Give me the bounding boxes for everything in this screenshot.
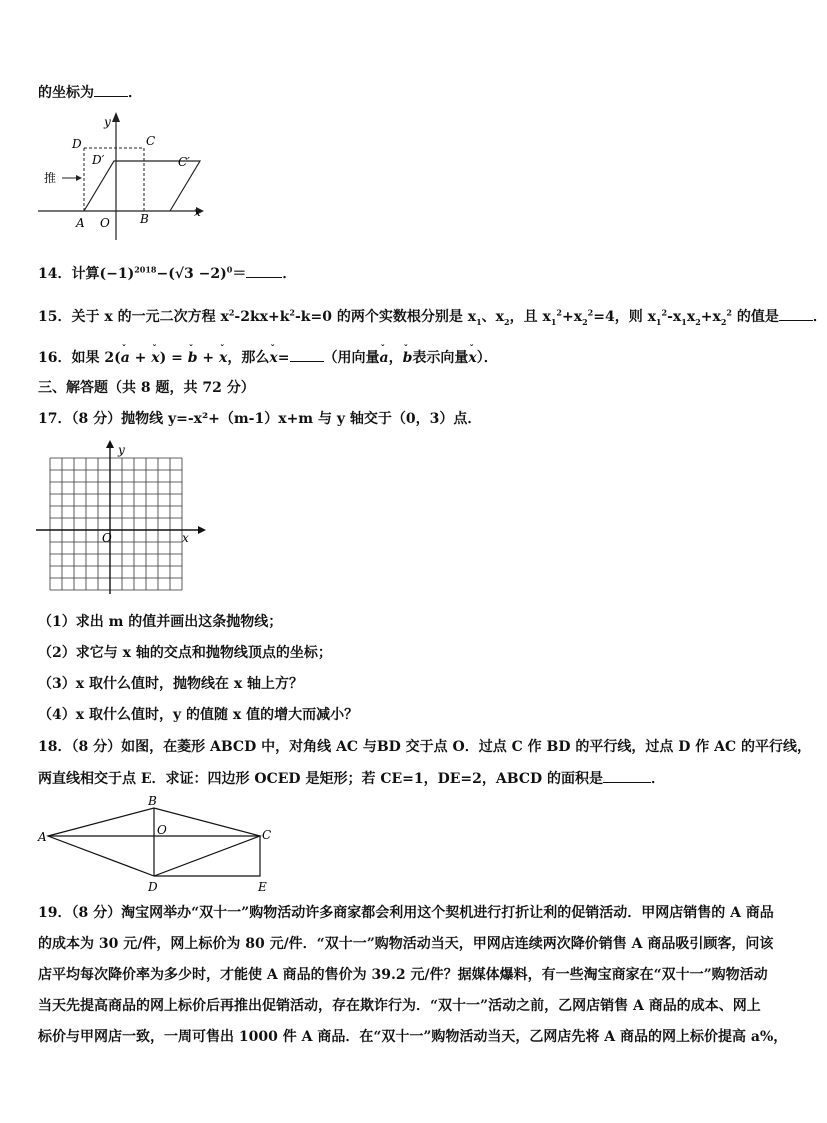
- question-19-line-5: 标价与甲网店一致，一周可售出 1000 件 A 商品．在“双十一”购物活动当天，乙网店先将 A 商品的网上标价提高 a%，: [38, 1029, 788, 1045]
- question-19-line-3: 店平均每次降价率为多少时，才能使 A 商品的售价为 39.2 元/件？据媒体爆料，有一些淘宝商家在“双十一”购物活动: [38, 967, 768, 983]
- fig13-label-O: O: [100, 216, 110, 230]
- q16-paren-a: （用向量: [323, 350, 380, 366]
- sub: 1: [655, 316, 662, 327]
- answer-blank[interactable]: [94, 82, 128, 97]
- question-18-line-2: [38, 768, 665, 789]
- q15-b: -2kx+k: [234, 309, 290, 325]
- q15-h: -x: [667, 309, 682, 325]
- q15-a: 15．关于 x 的一元二次方程 x: [38, 309, 229, 325]
- q18-line2-text: 两直线相交于点 E．求证：四边形 OCED 是矩形；若 CE=1，DE=2，ABCD 的面积是: [38, 771, 603, 787]
- fig18-label-B: B: [148, 794, 157, 808]
- sup: 2: [556, 307, 562, 318]
- q16-close: ) =: [159, 350, 188, 366]
- sup: 2: [726, 307, 732, 318]
- question-17-part-4: （4）x 取什么值时，y 的值随 x 值的增大而减小？: [38, 707, 359, 723]
- q13-end: ．: [128, 85, 142, 101]
- fig13-label-Dp: D′: [92, 153, 105, 167]
- grid-lines: [50, 458, 182, 590]
- q15-j: +x: [700, 309, 721, 325]
- section-3-heading: 三、解答题（共 8 题，共 72 分）: [38, 380, 255, 396]
- q15-e: ，且 x: [509, 309, 551, 325]
- q15-d: 、x: [481, 309, 505, 325]
- q14-prefix: 14．计算: [38, 266, 100, 282]
- fig13-label-x: x: [194, 205, 201, 219]
- sub: 1: [681, 316, 687, 327]
- q16-plus2: +: [197, 350, 220, 366]
- question-17-part-2: （2）求它与 x 轴的交点和抛物线顶点的坐标；: [38, 645, 332, 661]
- fig17-label-x: x: [182, 531, 189, 545]
- sub: 2: [695, 316, 701, 327]
- sup: 2: [289, 307, 295, 318]
- q15-f: +x: [561, 309, 583, 325]
- question-15: [38, 306, 827, 327]
- answer-blank[interactable]: [603, 768, 651, 783]
- answer-blank[interactable]: [290, 347, 324, 362]
- vector-b2: ˇ b: [403, 348, 413, 368]
- q18-end: ．: [651, 771, 665, 787]
- q16-paren-end: ）．: [476, 350, 498, 366]
- q14-exp: 2018: [134, 264, 157, 275]
- q14-expr: (−1): [99, 266, 135, 282]
- fig18-label-D: D: [148, 880, 158, 894]
- figure-13-parallelogram: [36, 108, 206, 244]
- fig13-label-Cp: C′: [178, 155, 190, 169]
- fig17-label-y: y: [118, 443, 125, 457]
- vector-a: ˇ a: [121, 348, 130, 368]
- q16-eq: =: [277, 350, 290, 366]
- sup: 2: [661, 307, 668, 318]
- q16-rest: ，那么: [227, 350, 270, 366]
- fig13-label-D: D: [72, 137, 82, 151]
- q14-end: ．: [282, 266, 297, 282]
- sub: 2: [504, 316, 510, 327]
- fig18-label-E: E: [258, 880, 267, 894]
- q16-plus: +: [129, 350, 152, 366]
- question-16: [38, 347, 498, 368]
- sub: 2: [720, 316, 727, 327]
- question-17-part-1: （1）求出 m 的值并画出这条抛物线；: [38, 614, 283, 630]
- q15-k: 的值是: [732, 309, 779, 325]
- sub: 1: [550, 316, 557, 327]
- sub: 1: [476, 316, 482, 327]
- vector-a2: ˇ a: [380, 348, 389, 368]
- question-19-line-1: 19．（8 分）淘宝网举办“双十一”购物活动许多商家都会利用这个契机进行打折让利的促销活动．甲网店销售的 A 商品: [38, 905, 774, 921]
- question-19-line-4: 当天先提高商品的网上标价后再推出促销活动，存在欺诈行为．“双十一”活动之前，乙网店销售 A 商品的成本、网上: [38, 998, 761, 1014]
- vector-x3: ˇ x: [269, 348, 277, 368]
- fig13-label-y: y: [104, 115, 111, 129]
- question-19-line-2: 的成本为 30 元/件，网上标价为 80 元/件．“双十一”购物活动当天，甲网店连续两次降价销售 A 商品吸引顾客，问该: [38, 936, 774, 952]
- fig18-label-O: O: [157, 823, 167, 837]
- fig18-label-A: A: [38, 830, 47, 844]
- sub: 2: [582, 316, 588, 327]
- q15-end: ．: [812, 309, 827, 325]
- q14-mid: −(√3 −2): [156, 266, 227, 282]
- q14-exp0: 0: [226, 264, 233, 275]
- sup: 2: [228, 307, 235, 318]
- sup: 2: [587, 307, 594, 318]
- fig17-label-O: O: [102, 531, 112, 545]
- figure-18-rhombus: [34, 794, 284, 894]
- answer-blank[interactable]: [779, 306, 813, 321]
- q16-comma: ，: [388, 350, 403, 366]
- q15-i: x: [686, 309, 696, 325]
- fig13-label-B: B: [140, 212, 149, 226]
- q13-text: 的坐标为: [38, 85, 94, 101]
- answer-blank[interactable]: [246, 263, 282, 278]
- q16-paren-b: 表示向量: [412, 350, 469, 366]
- question-17-part-3: （3）x 取什么值时，抛物线在 x 轴上方？: [38, 676, 304, 692]
- fig13-label-push: 推: [44, 171, 57, 185]
- fig13-label-A: A: [76, 216, 85, 230]
- vector-x4: ˇ x: [468, 348, 476, 368]
- fig18-label-C: C: [262, 828, 272, 842]
- q16-prefix: 16．如果 2(: [38, 350, 121, 366]
- question-18-line-1: 18．（8 分）如图，在菱形 ABCD 中，对角线 AC 与BD 交于点 O．过点 C 作 BD 的平行线，过点 D 作 AC 的平行线，: [38, 739, 812, 755]
- question-13-tail: [38, 82, 142, 103]
- q15-g: =4，则 x: [593, 309, 656, 325]
- fig13-label-C: C: [146, 134, 156, 148]
- question-14: [38, 263, 296, 284]
- figure-17-grid: [34, 438, 210, 598]
- vector-x: ˇ x: [151, 348, 159, 368]
- q14-eq: ＝: [232, 266, 247, 282]
- vector-b: ˇ b: [188, 348, 198, 368]
- vector-x2: ˇ x: [219, 348, 227, 368]
- question-17-stem: 17．（8 分）抛物线 y=-x²+（m-1）x+m 与 y 轴交于（0，3）点．: [38, 411, 482, 427]
- q15-c: -k=0 的两个实数根分别是 x: [295, 309, 477, 325]
